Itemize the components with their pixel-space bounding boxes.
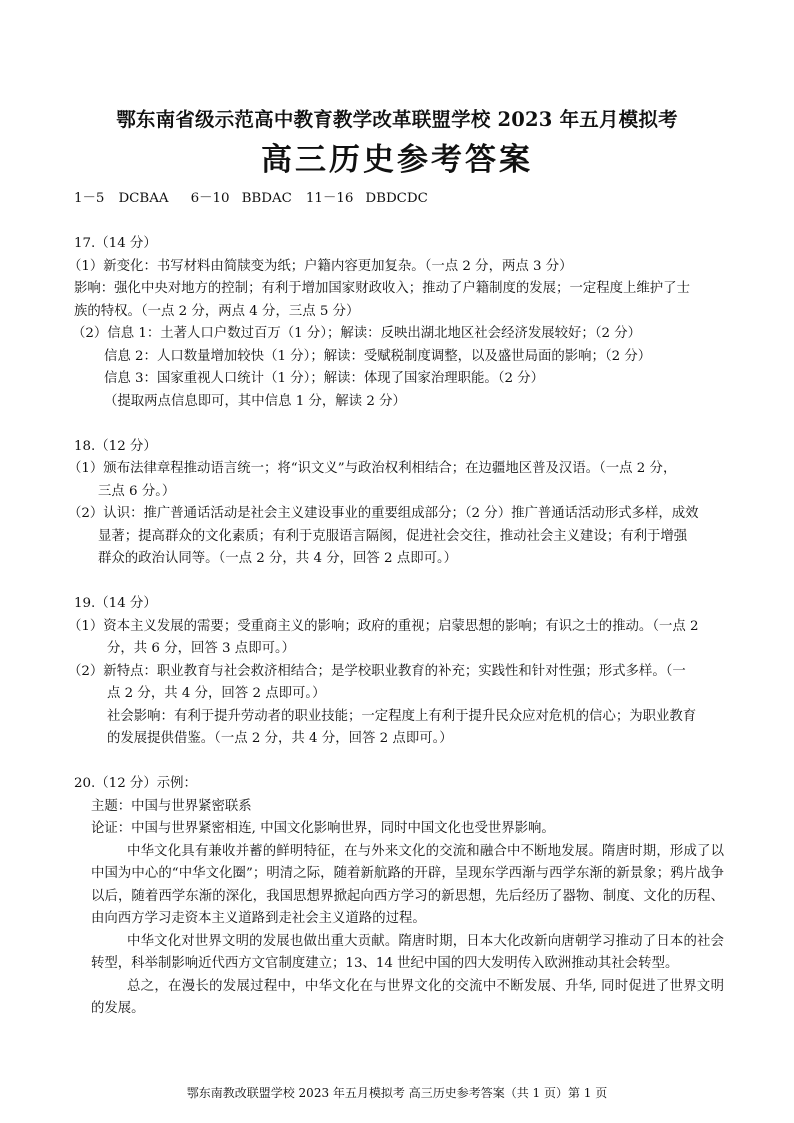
q19-part2-line2: 点 2 分，共 4 分，回答 2 点即可。） <box>107 686 326 701</box>
answers-11-16: DBDCDC <box>365 191 428 206</box>
q19-impact-line1: 社会影响：有利于提升劳动者的职业技能；一定程度上有利于提升民众应对危机的信心；为职业教育 <box>107 708 697 724</box>
answers-6-10: BBDAC <box>241 191 292 206</box>
q17-impact-line2: 族的特权。（一点 2 分，两点 4 分，三点 5 分） <box>74 303 360 319</box>
q18-part2-line2: 显著；提高群众的文化素质；有利于克服语言隔阂，促进社会交往，推动社会主义建设；有利于增强 <box>98 528 688 544</box>
q19-part2-line1: （2）新特点：职业教育与社会救济相结合；是学校职业教育的补充；实践性和针对性强；形式多样。（一 <box>68 663 686 679</box>
q19-part1-line2: 分，共 6 分，回答 3 点即可。） <box>107 641 296 656</box>
page-title: 高三历史参考答案 <box>261 142 533 178</box>
q18-heading: 18.（12 分） <box>74 438 157 454</box>
q18-part2-line3: 群众的政治认同等。（一点 2 分，共 4 分，回答 2 点即可。） <box>98 551 458 566</box>
page-footer: 鄂东南教改联盟学校 2023 年五月模拟考 高三历史参考答案（共 1 页）第 1 页 <box>186 1086 608 1100</box>
q17-impact-line1: 影响：强化中央对地方的控制；有利于增加国家财政收入；推动了户籍制度的发展；一定程度上维护了士 <box>74 281 690 296</box>
range-11-16: 11－16 <box>305 191 354 206</box>
q17-note: （提取两点信息即可，其中信息 1 分，解读 2 分） <box>104 393 406 409</box>
q19-heading: 19.（14 分） <box>74 596 157 611</box>
q20-theme: 主题：中国与世界紧密联系 <box>91 798 252 814</box>
q17-part1: （1）新变化：书写材料由简牍变为纸；户籍内容更加复杂。（一点 2 分，两点 3 分） <box>68 258 573 274</box>
q20-paragraph-3: 总之，在漫长的发展过程中，中华文化在与世界文化的交流中不断发展、升华, 同时促进了世界文明的发展。 <box>91 978 724 1016</box>
q20-heading: 20.（12 分）示例： <box>74 776 197 791</box>
q20-paragraph-2: 中华文化对世界文明的发展也做出重大贡献。隋唐时期，日本大化改新向唐朝学习推动了日本的社会转型，科举制影响近代西方文官制度建立；13、14 世纪中国的四大发明传入欧洲推动其社会转型。 <box>91 933 724 971</box>
q18-part1-line1: （1）颁布法律章程推动语言统一；将“识文义”与政治权利相结合；在边疆地区普及汉语。（一点 2 分， <box>68 461 677 476</box>
q17-info3: 信息 3：国家重视人口统计（1 分）；解读：体现了国家治理职能。（2 分） <box>104 371 545 386</box>
q17-part2-info1: （2）信息 1：土著人口户数过百万（1 分）；解读：反映出湖北地区社会经济发展较好；（2 分） <box>72 326 642 341</box>
q17-info2: 信息 2：人口数量增加较快（1 分）；解读：受赋税制度调整，以及盛世局面的影响；（2 分） <box>104 348 652 364</box>
q18-part1-line2: 三点 6 分。） <box>98 483 176 499</box>
range-6-10: 6－10 <box>190 191 230 206</box>
answer-body <box>68 188 724 1021</box>
q19-impact-line2: 的发展提供借鉴。（一点 2 分，共 4 分，回答 2 点即可。） <box>107 731 453 746</box>
range-1-5: 1－5 <box>74 191 105 206</box>
q17-heading: 17.（14 分） <box>74 236 157 251</box>
choice-answers <box>74 188 724 211</box>
q20-paragraph-1: 中华文化具有兼收并蓄的鲜明特征，在与外来文化的交流和融合中不断地发展。隋唐时期，形成了以中国为中心的“中华文化圈”；明清之际，随着新航路的开辟，呈现东学西渐与西学东渐的新景象；鸦片战争以后，随着西学东渐的深化，我国思想界掀起向西方学习的新思想，先后经历了器物、制度、文化的历程、由向西方学习走资本主义道路到走社会主义道路的过程。 <box>91 843 724 926</box>
q18-part2-line1: （2）认识：推广普通话活动是社会主义建设事业的重要组成部分；（2 分）推广普通话活动形式多样，成效 <box>68 506 699 521</box>
answers-1-5: DCBAA <box>118 191 169 206</box>
q20-argument: 论证：中国与世界紧密相连, 中国文化影响世界，同时中国文化也受世界影响。 <box>91 821 555 836</box>
exam-title: 鄂东南省级示范高中教育教学改革联盟学校 2023 年五月模拟考 <box>116 108 678 131</box>
q19-part1-line1: （1）资本主义发展的需要；受重商主义的影响；政府的重视；启蒙思想的影响；有识之士的推动。（一点 2 <box>68 618 699 634</box>
